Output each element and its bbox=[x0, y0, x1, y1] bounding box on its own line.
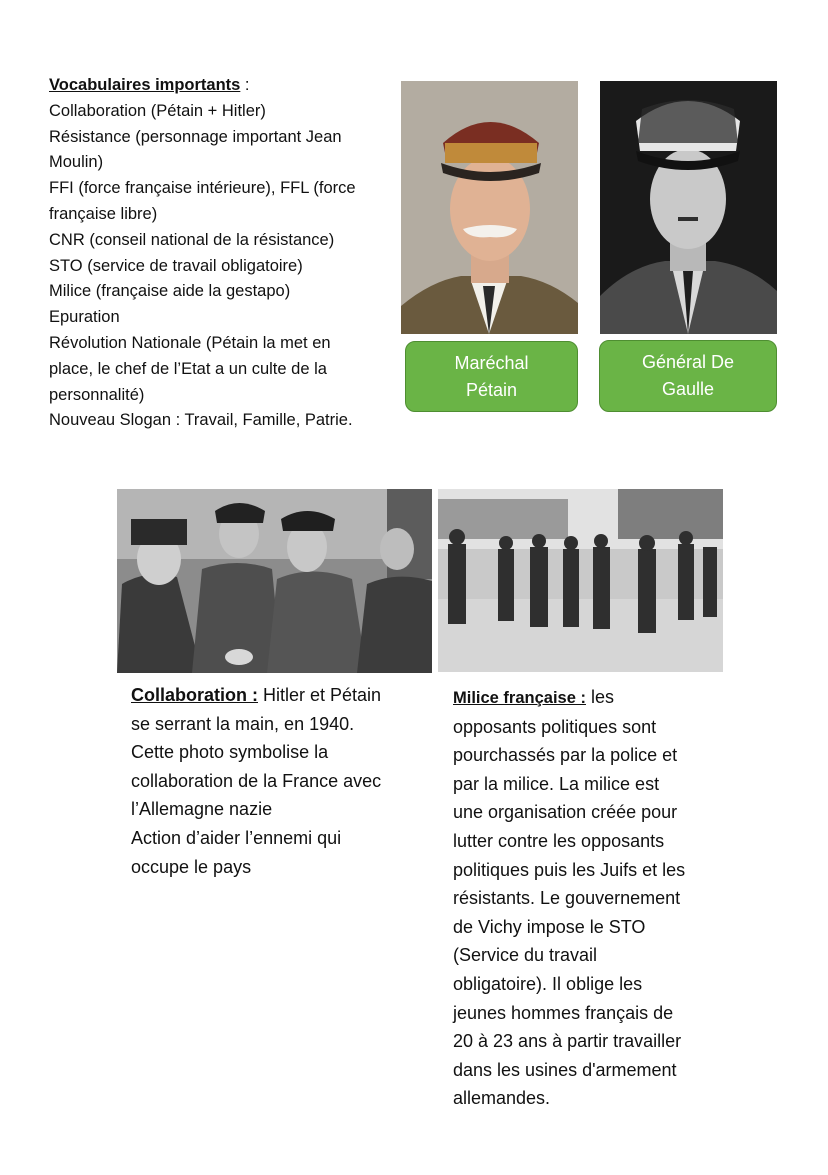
vocabulary-line: Collaboration (Pétain + Hitler) bbox=[49, 101, 266, 120]
collaboration-caption-line: occupe le pays bbox=[131, 856, 252, 877]
vocabulary-line: Moulin) bbox=[49, 153, 104, 172]
milice-prisoners-photo bbox=[438, 489, 723, 672]
collaboration-caption-first-line bbox=[131, 681, 431, 710]
milice-caption-line: dans les usines d'armement bbox=[453, 1059, 677, 1080]
milice-caption-line: politiques puis les Juifs et les bbox=[453, 859, 686, 880]
collaboration-caption bbox=[131, 681, 431, 881]
vocabulary-line: STO (service de travail obligatoire) bbox=[49, 256, 303, 275]
marechal-petain-line2: Pétain bbox=[465, 379, 518, 400]
vocabulary-line: FFI (force française intérieure), FFL (force bbox=[49, 179, 356, 198]
collaboration-caption-line: l’Allemagne nazie bbox=[131, 799, 273, 820]
marechal-petain-label bbox=[405, 341, 578, 412]
vocabulary-line: place, le chef de l’Etat a un culte de la bbox=[49, 359, 327, 378]
milice-caption-line: par la milice. La milice est bbox=[453, 773, 660, 794]
collaboration-caption-line: Cette photo symbolise la bbox=[131, 742, 329, 763]
vocabulary-line: Nouveau Slogan : Travail, Famille, Patrie. bbox=[49, 411, 353, 430]
vocabulary-line: Milice (française aide la gestapo) bbox=[49, 282, 291, 301]
milice-caption-line: une organisation créée pour bbox=[453, 802, 678, 823]
collaboration-handshake-photo bbox=[117, 489, 432, 673]
milice-caption-line: opposants politiques sont bbox=[453, 716, 657, 737]
vocabulary-line: CNR (conseil national de la résistance) bbox=[49, 230, 335, 249]
vocabulary-line: Epuration bbox=[49, 308, 120, 327]
vocabulary-line: Résistance (personnage important Jean bbox=[49, 127, 342, 146]
general-de-gaulle-line1: Général De bbox=[641, 352, 735, 372]
milice-caption-first-text: les bbox=[585, 687, 614, 707]
vocabulary-line: Révolution Nationale (Pétain la met en bbox=[49, 333, 331, 352]
milice-caption-line: lutter contre les opposants bbox=[453, 830, 665, 851]
vocabulary-heading-suffix: : bbox=[240, 76, 250, 94]
vocabulary-heading: Vocabulaires importants bbox=[49, 76, 241, 94]
general-de-gaulle-line2: Gaulle bbox=[661, 379, 715, 399]
collaboration-caption-label: Collaboration : bbox=[131, 685, 258, 705]
collaboration-caption-line: Action d’aider l’ennemi qui bbox=[131, 827, 342, 848]
milice-caption-line: jeunes hommes français de bbox=[453, 1002, 674, 1023]
milice-caption-line: de Vichy impose le STO bbox=[453, 916, 646, 937]
milice-caption-first-line bbox=[453, 683, 733, 713]
milice-caption-line: allemandes. bbox=[453, 1088, 551, 1109]
collaboration-caption-line: collaboration de la France avec bbox=[131, 770, 382, 791]
vocabulary-line: personnalité) bbox=[49, 385, 145, 404]
vocabulary-line: française libre) bbox=[49, 204, 158, 223]
de-gaulle-portrait-photo bbox=[600, 81, 777, 334]
milice-caption bbox=[453, 683, 733, 1113]
collaboration-caption-first-text: Hitler et Pétain bbox=[258, 685, 382, 705]
milice-caption-line: résistants. Le gouvernement bbox=[453, 888, 681, 909]
vocabulary-heading-line bbox=[49, 73, 394, 99]
vocabulary-list bbox=[49, 73, 394, 434]
petain-portrait-photo bbox=[401, 81, 578, 334]
collaboration-caption-line: se serrant la main, en 1940. bbox=[131, 713, 355, 734]
milice-caption-label: Milice française : bbox=[453, 689, 586, 707]
milice-caption-line: pourchassés par la police et bbox=[453, 745, 678, 766]
milice-caption-line: 20 à 23 ans à partir travailler bbox=[453, 1031, 682, 1052]
marechal-petain-line1: Maréchal bbox=[454, 352, 529, 373]
general-de-gaulle-label bbox=[599, 340, 777, 412]
milice-caption-line: obligatoire). Il oblige les bbox=[453, 973, 643, 994]
milice-caption-line: (Service du travail bbox=[453, 945, 598, 966]
